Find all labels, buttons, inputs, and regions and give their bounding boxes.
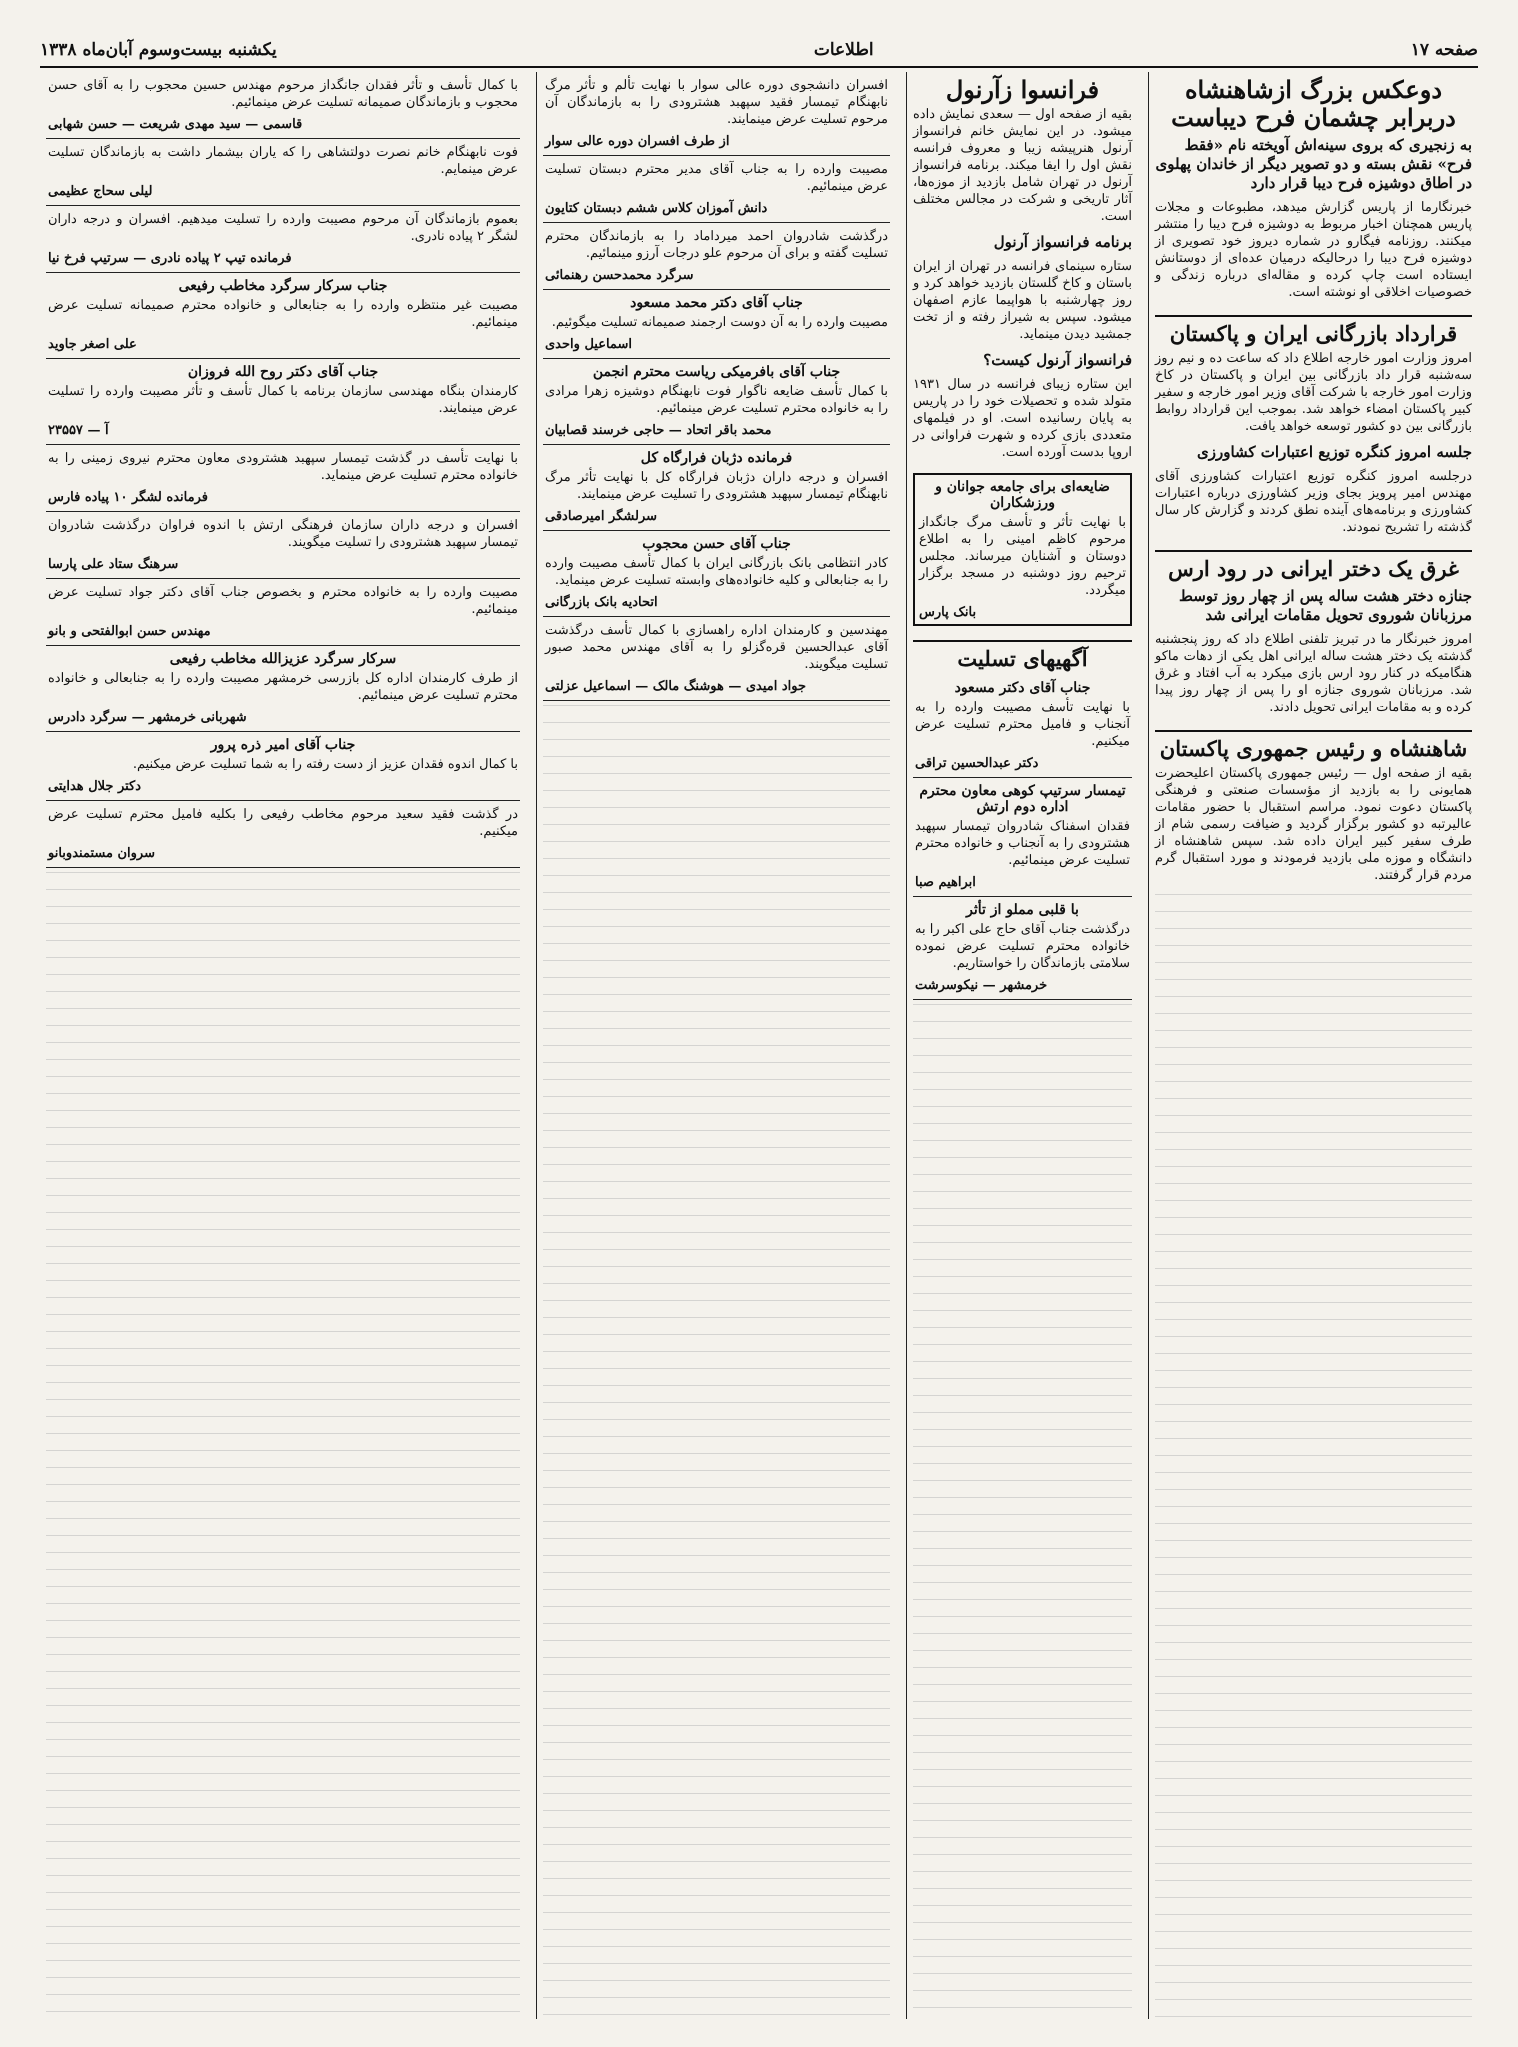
notice (543, 72, 890, 156)
notice-title: جناب آقای بافرمیکی ریاست محترم انجمن (592, 364, 841, 380)
text-filler (1155, 894, 1472, 2019)
notice-body: درگذشت جناب آقای حاج علی اکبر را به خانواده محترم تسلیت عرض نموده سلامتی بازماندگان را خواستاریم. (915, 922, 1130, 971)
notice (46, 206, 520, 273)
notice-signature: مهندس حسن ابوالفتحی و بانو (48, 624, 211, 639)
notice-body: مصیبت غیر منتظره وارده را به جنابعالی و خانواده محترم صمیمانه تسلیت عرض مینمائیم. (48, 298, 518, 330)
notice (543, 223, 890, 290)
notice (543, 359, 890, 445)
notice-title: تیمسار سرتیپ کوهی معاون محترم اداره دوم ارتش (919, 783, 1126, 815)
condolence-ads-title: آگهیهای تسلیت (913, 640, 1132, 671)
newspaper-name: اطلاعات (813, 40, 874, 60)
notice (46, 732, 520, 801)
notice-body: با نهایت تأسف مصیبت وارده را به آنجناب و فامیل محترم تسلیت عرض میکنیم. (915, 700, 1130, 749)
notice-body: مصیبت وارده را به آن دوست ارجمند صمیمانه تسلیت میگوئیم. (551, 315, 888, 330)
article-arnoul-body: بقیه از صفحه اول — سعدی نمایش داده میشود. در این نمایش خانم فرانسواز آرنول هنرپیشه زیبا و معروف فرانسه نقش اول را ایفا میکند. برنامه فرانسواز آرنول در تهران شامل بازدید از موزه‌ها، آثار تاریخی و شرکت در مجالس مختلف است. (913, 107, 1132, 224)
notice-body: مصیبت وارده را به خانواده محترم و بخصوص جناب آقای دکتر جواد تسلیت عرض مینمائیم. (48, 585, 518, 617)
notice (46, 445, 520, 512)
notice-signature: دکتر عبدالحسین تراقی (915, 756, 1039, 771)
notice (913, 675, 1132, 778)
columns (40, 72, 1478, 2019)
notice (913, 897, 1132, 1000)
notice (543, 156, 890, 223)
notice-signature: دکتر جلال هدایتی (48, 779, 142, 794)
notice-body: با کمال اندوه فقدان عزیز از دست رفته را به شما تسلیت عرض میکنیم. (132, 757, 518, 772)
page-number: صفحه ۱۷ (1410, 40, 1478, 60)
notice-body: فوت نابهنگام خانم نصرت دولتشاهی را که یاران بیشمار داشت به بازماندگان تسلیت عرض مینمایم. (48, 145, 518, 177)
notice (46, 72, 520, 139)
subhead-arnoul-program: برنامه فرانسواز آرنول (993, 233, 1132, 251)
headline-trade-agreement: قرارداد بازرگانی ایران و پاکستان (1155, 315, 1472, 346)
notice-title: با قلبی مملو از تأثر (966, 902, 1079, 918)
headline-shah-pakistan: شاهنشاه و رئیس جمهوری پاکستان (1155, 730, 1472, 761)
notice-signature: اتحادیه بانک بازرگانی (545, 595, 658, 610)
article-agri-body: درجلسه امروز کنگره توزیع اعتبارات کشاورزی آقای مهندس امیر پرویز بجای وزیر کشاورزی درباره اعتبارات کشاورزی و برنامه‌های آینده نطق کردند و گزارش کار سال گذشته را تشریح نمودند. (1155, 469, 1472, 535)
article-trade-body: امروز وزارت امور خارجه اطلاع داد که ساعت ده و نیم روز سه‌شنبه قرار داد بازرگانی بین ایران و پاکستان در کاخ وزارت امور خارجه با شرکت آقای وزیر امور خارجه و سفیر کبیر پاکستان امضاء خواهد شد. بموجب این قرارداد روابط بازرگانی بین دو کشور توسعه خواهد یافت. (1155, 351, 1472, 434)
notice-body: در گذشت فقید سعید مرحوم مخاطب رفیعی را بکلیه فامیل محترم تسلیت عرض میکنیم. (48, 807, 518, 839)
notice-title: جناب سرکار سرگرد مخاطب رفیعی (178, 278, 388, 294)
notice-body: با کمال تأسف و تأثر فقدان جانگداز مرحوم مهندس حسین محجوب را به آقای حسن محجوب و بازماندگان صمیمانه تسلیت عرض مینمائیم. (48, 78, 518, 110)
notice-signature: سرهنگ ستاد علی پارسا (48, 557, 179, 572)
notice-signature: بانک پارس (919, 605, 977, 620)
notice-body: با نهایت تأثر و تأسف مرگ جانگداز مرحوم کاظم امینی را به اطلاع دوستان و آشنایان میرساند. مجلس ترحیم روز دوشنبه در مسجد برگزار میگردد. (919, 515, 1126, 598)
notice-signature: لیلی سحاج عظیمی (48, 184, 153, 199)
column-news-right (1148, 72, 1478, 2019)
notice-signature: فرمانده لشگر ۱۰ پیاده فارس (48, 490, 208, 505)
notice-signature: آ — ۲۳۵۵۷ (48, 423, 109, 438)
notice-signature: جواد امیدی — هوشنگ مالک — اسماعیل عزلتی (545, 679, 807, 694)
notice-body: مصیبت وارده را به جناب آقای مدیر محترم دبستان تسلیت عرض مینمائیم. (545, 162, 888, 194)
text-filler (543, 705, 890, 2019)
notice-signature: محمد باقر اتحاد — حاجی خرسند قصابیان (545, 423, 772, 438)
notice (46, 579, 520, 646)
notice-title: جناب آقای دکتر محمد مسعود (630, 295, 803, 311)
masthead (40, 38, 1478, 62)
notice-title: فرمانده دژبان فرارگاه کل (640, 450, 793, 466)
notice-box (913, 473, 1132, 626)
notice (46, 139, 520, 206)
notice (46, 273, 520, 359)
subhead-arnoul-who: فرانسواز آرنول کیست؟ (983, 351, 1132, 369)
article-arnoul-who: این ستاره زیبای فرانسه در سال ۱۹۳۱ متولد شده و تحصیلات خود را در پاریس به پایان رسانیده است. او در فیلمهای متعددی بازی کرده و شهرت فراوانی در اروپا بدست آورده است. (913, 377, 1132, 460)
subhead-aras-drowning: جنازه دختر هشت ساله پس از چهار روز توسط مرزبانان شوروی تحویل مقامات ایرانی شد (1179, 587, 1472, 624)
notice (46, 512, 520, 579)
text-filler (913, 1004, 1132, 2019)
column-news-arnoul (906, 72, 1138, 2019)
headline-aras-drowning: غرق یک دختر ایرانی در رود ارس (1155, 550, 1472, 581)
masthead-rule (40, 66, 1478, 68)
notice-body: مهندسین و کارمندان اداره راهسازی با کمال تأسف درگذشت آقای عبدالحسین قره‌گزلو را به آقای مهندس محمد صبور تسلیت میگویند. (545, 623, 888, 672)
notice (543, 617, 890, 701)
notice (543, 290, 890, 359)
notice (46, 646, 520, 732)
column-notices-left (40, 72, 526, 2019)
subhead-agri-congress: جلسه امروز کنگره توزیع اعتبارات کشاورزی (1197, 443, 1472, 461)
headline-arnoul: فرانسوا زآرنول (945, 75, 1100, 104)
notice-signature: سرلشگر امیرصادقی (545, 509, 658, 524)
article-shah-pakistan-body: بقیه از صفحه اول — رئیس جمهوری پاکستان اعلیحضرت همایونی را به بازدید از مؤسسات صنعتی و فرهنگی پاکستان دعوت نمود. مراسم استقبال با حضور مقامات عالیرتبه دو کشور برگزار گردید و ضیافت رسمی شام از طرف سفیر کبیر ایران داده شد. سپس شاهنشاه از دانشگاه و موزه ملی بازدید فرمودند و مورد استقبال گرم مردم قرار گرفتند. (1155, 766, 1472, 883)
notice-body: افسران و درجه داران سازمان فرهنگی ارتش با اندوه فراوان درگذشت شادروان تیمسار سپهبد هشترودی را تسلیت میگویند. (48, 518, 518, 550)
notice-title: جناب آقای دکتر مسعود (954, 680, 1091, 696)
notice-title: سرکار سرگرد عزیزالله مخاطب رفیعی (169, 651, 397, 667)
column-notices-middle (536, 72, 896, 2019)
notice-title: جناب آقای دکتر روح الله فروزان (187, 364, 379, 380)
notice-signature: از طرف افسران دوره عالی سوار (545, 134, 730, 149)
notice (46, 801, 520, 868)
notice-signature: دانش آموزان کلاس ششم دبستان کتایون (545, 201, 768, 216)
article-arnoul-program: ستاره سینمای فرانسه در تهران از ایران باستان و کاخ گلستان بازدید خواهد کرد و روز چهارشنبه با هواپیما عازم اصفهان میشود. سپس به شیراز رفته و از تخت جمشید دیدن مینماید. (913, 259, 1132, 342)
notice-signature: اسماعیل واحدی (545, 337, 632, 352)
notice-body: از طرف کارمندان اداره کل بازرسی خرمشهر مصیبت وارده را به جنابعالی و خانواده محترم تسلیت عرض مینمائیم. (48, 671, 518, 703)
notice-body: درگذشت شادروان احمد میرداماد را به بازماندگان محترم تسلیت گفته و برای آن مرحوم علو درجات آرزو مینمائیم. (545, 229, 888, 261)
text-filler (46, 872, 520, 2019)
article-aras-body: امروز خبرنگار ما در تبریز تلفنی اطلاع داد که روز پنجشنبه گذشته یک دختر هشت ساله ایرانی اهل یکی از دهات ماکو هنگامیکه در کنار رود ارس بازی میکرد به آب افتاد و غرق شد. مرزبانان شوروی جنازه او را پس از چهار روز پیدا کرده و به مقامات ایرانی تحویل دادند. (1155, 632, 1472, 715)
notice-signature: شهربانی خرمشهر — سرگرد دادرس (48, 710, 247, 725)
notice-signature: خرمشهر — نیکوسرشت (915, 978, 1048, 993)
notice-body: فقدان اسفناک شادروان تیمسار سپهبد هشترودی را به آنجناب و خانواده محترم تسلیت عرض مینمائیم. (915, 819, 1130, 868)
subhead-farah: به زنجیری که بروی سینه‌اش آویخته نام «فقط فرح» نقش بسته و دو تصویر دیگر از خاندان پهلوی در اطاق دوشیزه فرح دیبا قرار دارد (1155, 136, 1472, 192)
notice-signature: سرگرد محمدحسن رهنمائی (545, 268, 694, 283)
notice-signature: فرمانده تیپ ۲ پیاده نادری — سرتیپ فرخ نیا (48, 251, 292, 266)
notice-title: جناب آقای حسن محجوب (642, 536, 791, 552)
notice-body: با نهایت تأسف در گذشت تیمسار سپهبد هشترودی معاون محترم نیروی زمینی را به خانواده محترم تسلیت عرض مینماید. (48, 451, 518, 483)
notice-signature: علی اصغر جاوید (48, 337, 137, 352)
notice-body: کارمندان بنگاه مهندسی سازمان برنامه با کمال تأسف و تأثر مصیبت وارده را تسلیت عرض مینمایند. (48, 384, 518, 416)
notice-signature: قاسمی — سید مهدی شریعت — حسن شهابی (48, 117, 303, 132)
notice-body: افسران و درجه داران دژبان فرارگاه کل با نهایت تأثر مرگ نابهنگام تیمسار سپهبد هشترودی را تسلیت عرض مینمایند. (545, 470, 888, 502)
notice (543, 531, 890, 617)
issue-date: یکشنبه بیست‌وسوم آبان‌ماه ۱۳۳۸ (40, 40, 277, 60)
notice-title: جناب آقای امیر ذره پرور (210, 737, 356, 753)
notice-body: با کمال تأسف ضایعه ناگوار فوت نابهنگام دوشیزه زهرا مرادی را به خانواده محترم تسلیت عرض مینمائیم. (545, 384, 888, 416)
notice-signature: سروان مستمندوبانو (48, 846, 155, 861)
notice-body: کادر انتظامی بانک بازرگانی ایران با کمال تأسف مصیبت وارده را به جنابعالی و کلیه خانواده‌های وابسته تسلیت عرض مینماید. (545, 556, 888, 588)
notice (46, 359, 520, 445)
notice-signature: ابراهیم صبا (915, 875, 976, 890)
headline-farah: دوعکس بزرگ ازشاهنشاه دربرابر چشمان فرح دیباست (1171, 75, 1456, 132)
notice (913, 778, 1132, 897)
notice-body: بعموم بازماندگان آن مرحوم مصیبت وارده را تسلیت میدهیم. افسران و درجه داران لشگر ۲ پیاده نادری. (48, 212, 518, 244)
notice (543, 445, 890, 531)
notice-title: ضایعه‌ای برای جامعه جوانان و ورزشکاران (935, 479, 1110, 511)
notice-body: افسران دانشجوی دوره عالی سوار با نهایت تألم و تأثر مرگ نابهنگام تیمسار فقید سپهبد هشترودی را به بازماندگان آن مرحوم تسلیت عرض مینمایند. (545, 78, 888, 127)
article-farah-body: خبرنگارما از پاریس گزارش میدهد، مطبوعات و مجلات پاریس همچنان اخبار مربوط به دوشیزه فرح دیبا را منتشر میکنند. روزنامه فیگارو در شماره دیروز خود تصویری از دوشیزه فرح دیبا را درحالیکه درمیان عده‌ای از دوستانش ایستاده است چاپ کرده و مقاله‌ای درباره زندگی و خصوصیات اخلاقی او نوشته است. (1155, 200, 1472, 300)
